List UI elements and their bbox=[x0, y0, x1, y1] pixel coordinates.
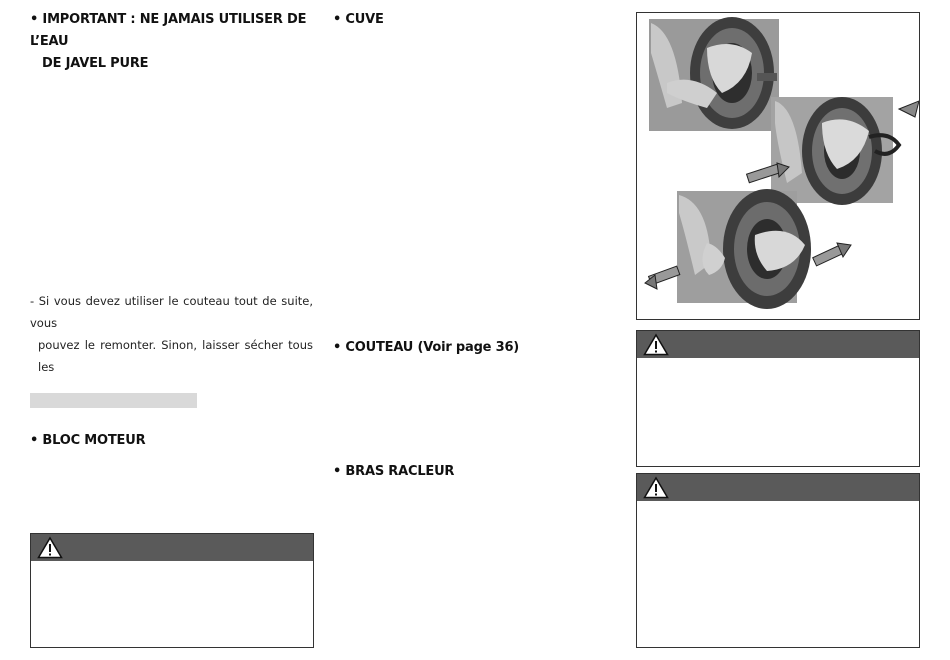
warning-triangle-icon bbox=[643, 333, 669, 356]
warning-box-right-bottom bbox=[636, 473, 920, 648]
warning-triangle-icon bbox=[37, 536, 63, 559]
warning-box-left bbox=[30, 533, 314, 648]
knife-note-paragraph bbox=[30, 290, 313, 378]
knife-note-line-2: pouvez le remonter. Sinon, laisser sécher tous les bbox=[38, 338, 313, 374]
bras-racleur-heading: • BRAS RACLEUR bbox=[333, 464, 455, 479]
couteau-heading: • COUTEAU (Voir page 36) bbox=[333, 340, 520, 355]
bowl-removal-illustration bbox=[636, 12, 920, 320]
bloc-moteur-heading: • BLOC MOTEUR bbox=[30, 433, 146, 448]
knife-note-line-1: - Si vous devez utiliser le couteau tout de suite, vous bbox=[30, 294, 313, 330]
warning-triangle-icon bbox=[643, 476, 669, 499]
section-divider-bar bbox=[30, 393, 197, 408]
step-3-image bbox=[645, 189, 851, 309]
important-heading-line-2: DE JAVEL PURE bbox=[42, 56, 149, 71]
cuve-heading: • CUVE bbox=[333, 12, 384, 27]
bowl-removal-drawing bbox=[637, 13, 920, 320]
step-2-image bbox=[747, 97, 919, 205]
warning-box-right-top bbox=[636, 330, 920, 467]
warning-box-header bbox=[637, 331, 919, 358]
important-heading-line-1: • IMPORTANT : NE JAMAIS UTILISER DE L’EAU bbox=[30, 12, 307, 49]
warning-box-header bbox=[31, 534, 313, 561]
important-heading bbox=[30, 9, 320, 75]
warning-box-header bbox=[637, 474, 919, 501]
step-1-image bbox=[649, 17, 779, 131]
